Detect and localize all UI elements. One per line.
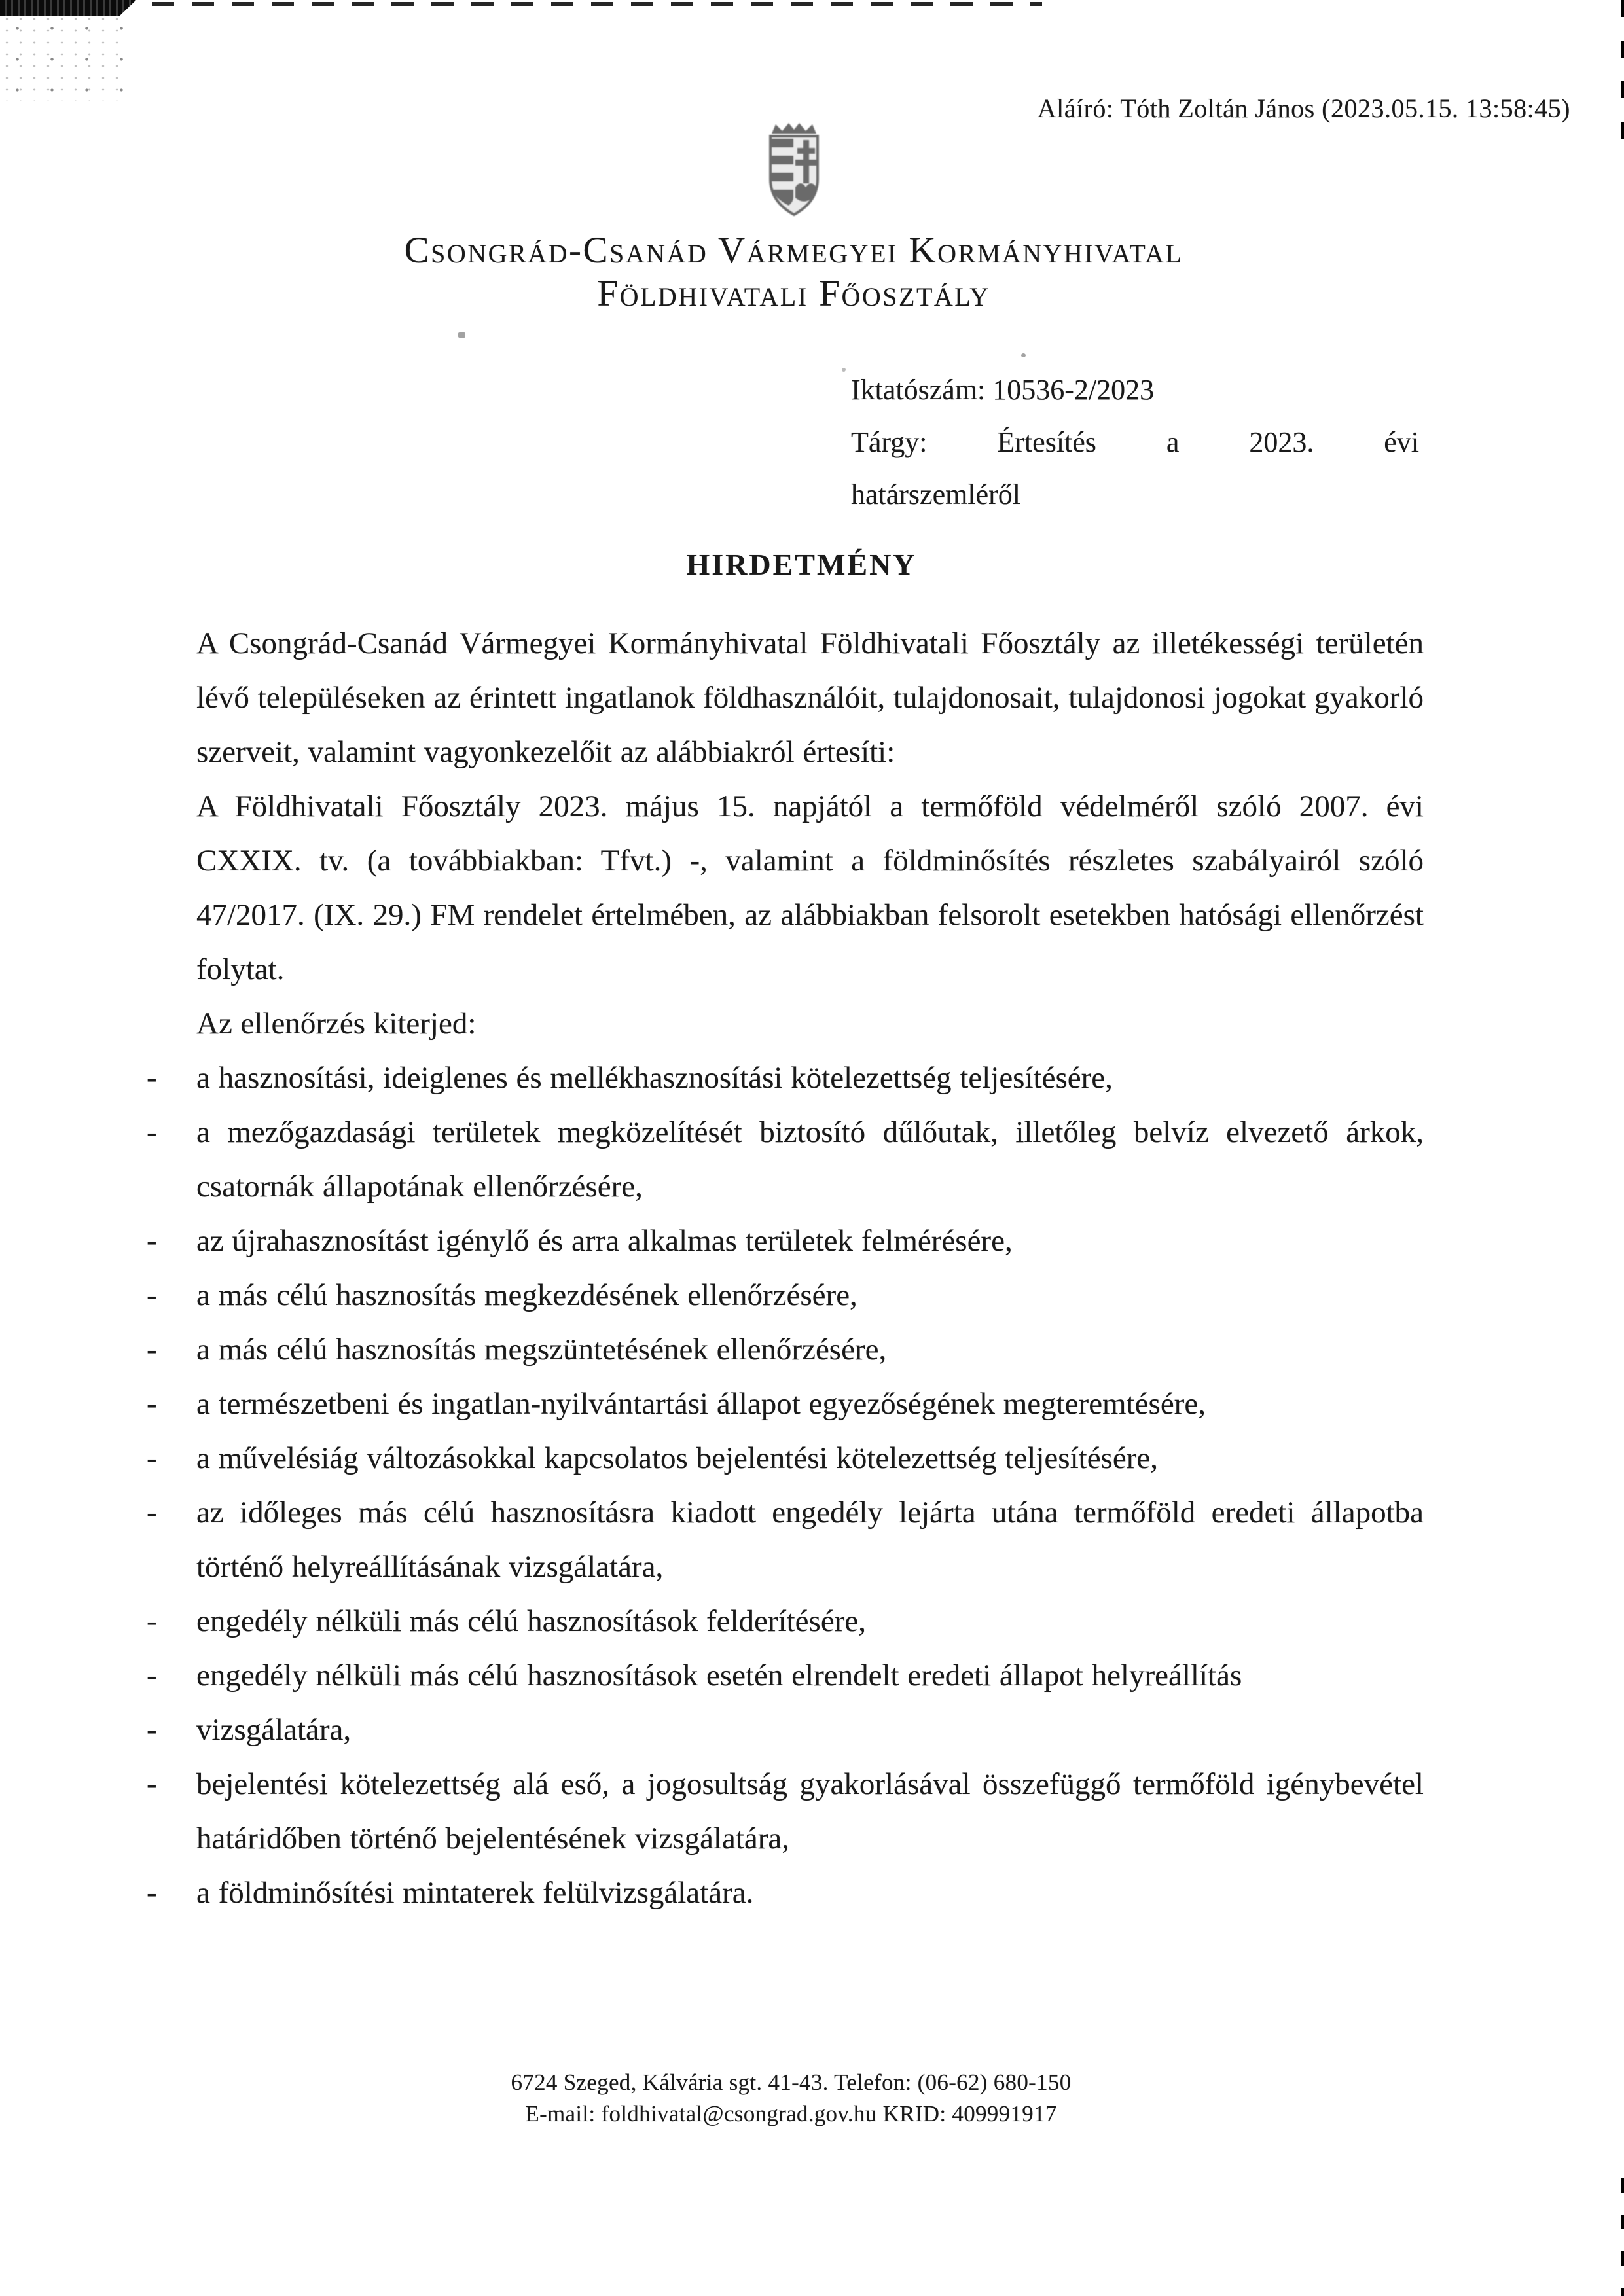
- list-item: [147, 1486, 1424, 1594]
- list-item: [147, 1268, 1424, 1323]
- org-name-line1: Csongrád-Csanád Vármegyei Kormányhivatal: [404, 230, 1183, 271]
- list-item-text: vizsgálatára,: [196, 1713, 352, 1747]
- subject-line: Tárgy: Értesítés a 2023. évi: [851, 426, 1419, 458]
- list-item-text: a más célú hasznosítás megkezdésének ellenőrzésére,: [196, 1278, 857, 1312]
- list-item: [147, 1105, 1424, 1214]
- list-item-text: engedély nélküli más célú hasznosítások esetén elrendelt eredeti állapot helyreállítás: [196, 1659, 1242, 1693]
- list-item: [147, 1431, 1424, 1486]
- list-item-text: engedély nélküli más célú hasznosítások felderítésére,: [196, 1604, 866, 1638]
- bullet-dash: -: [147, 1333, 157, 1367]
- signature-stamp-line: Aláíró: Tóth Zoltán János (2023.05.15. 13:58:45): [1037, 94, 1570, 123]
- list-item-text: az időleges más célú hasznosításra kiadott engedély lejárta utána termőföld eredeti állapotba történő helyreállításának vizsgálatára,: [196, 1496, 1424, 1584]
- bullet-dash: -: [147, 1278, 157, 1312]
- document-title: HIRDETMÉNY: [686, 548, 917, 581]
- list-item-text: a művelésiág változásokkal kapcsolatos bejelentési kötelezettség teljesítésére,: [196, 1441, 1158, 1475]
- org-name-line2: Földhivatali Főosztály: [597, 273, 990, 314]
- list-item-text: a földminősítési mintaterek felülvizsgálatára.: [196, 1876, 754, 1910]
- footer-address-line: 6724 Szeged, Kálvária sgt. 41-43. Telefon: (06-62) 680-150: [511, 2070, 1072, 2095]
- scan-speck: [842, 368, 846, 372]
- list-item-text: a mezőgazdasági területek megközelítését biztosító dűlőutak, illetőleg belvíz elvezető árkok, csatornák állapotának ellenőrzésére,: [196, 1115, 1424, 1204]
- bullet-dash: -: [147, 1604, 157, 1638]
- scan-artifact-top-edge-line: [152, 2, 1042, 6]
- bullet-dash: -: [147, 1387, 157, 1421]
- bullet-dash: -: [147, 1496, 157, 1530]
- case-number-line: Iktatószám: 10536-2/2023: [851, 374, 1155, 406]
- scan-artifact-right-edge-top: [1621, 0, 1624, 144]
- letterhead: [0, 119, 1606, 315]
- bullet-dash: -: [147, 1713, 157, 1747]
- list-item: [147, 1757, 1424, 1866]
- list-item: [147, 1703, 1424, 1757]
- scan-artifact-top-left-speckle: [0, 13, 128, 101]
- paragraph-2: A Földhivatali Főosztály 2023. május 15. napjától a termőföld védelméről szóló 2007. évi CXXIX. tv. (a továbbiakban: Tfvt.) -, valamint a földminősítés részletes szabályairól szóló 47/2017. (IX. 29.) FM rendelet értelmében, az alábbiakban felsorolt esetekben hatósági ellenőrzést folytat.: [196, 789, 1424, 986]
- scan-speck: [458, 332, 465, 338]
- bullet-dash: -: [147, 1115, 157, 1149]
- list-item: [147, 1594, 1424, 1649]
- scan-speck: [1021, 353, 1026, 357]
- scan-artifact-right-edge-bottom: [1621, 2178, 1624, 2296]
- list-item: [147, 1214, 1424, 1268]
- bullet-dash: -: [147, 1224, 157, 1258]
- list-item-text: a más célú hasznosítás megszüntetésének ellenőrzésére,: [196, 1333, 887, 1367]
- list-item: [147, 1866, 1424, 1920]
- bullet-dash: -: [147, 1061, 157, 1095]
- footer-email-line: E-mail: foldhivatal@csongrad.gov.hu KRID: 409991917: [525, 2101, 1057, 2126]
- bullet-dash: -: [147, 1441, 157, 1475]
- hungarian-coat-of-arms-logo: [763, 119, 825, 219]
- list-item: [147, 1649, 1424, 1703]
- list-item: [147, 1051, 1424, 1105]
- document-body: [147, 617, 1424, 1920]
- bullet-dash: -: [147, 1767, 157, 1801]
- list-item: [147, 1323, 1424, 1377]
- list-item-text: a hasznosítási, ideiglenes és mellékhasznosítási kötelezettség teljesítésére,: [196, 1061, 1113, 1095]
- bullet-dash: -: [147, 1659, 157, 1693]
- list-item: [147, 1377, 1424, 1431]
- case-meta-block: [851, 364, 1419, 521]
- list-item-text: az újrahasznosítást igénylő és arra alkalmas területek felmérésére,: [196, 1224, 1013, 1258]
- list-item-text: a természetbeni és ingatlan-nyilvántartási állapot egyezőségének megteremtésére,: [196, 1387, 1206, 1421]
- subject-continuation-line: határszemléről: [851, 478, 1020, 511]
- paragraph-1: A Csongrád-Csanád Vármegyei Kormányhivatal Földhivatali Főosztály az illetékességi területén lévő településeken az érintett ingatlanok földhasználóit, tulajdonosait, tulajdonosi jogokat gyakorló szerveit, valamint vagyonkezelőit az alábbiakról értesíti:: [196, 626, 1424, 769]
- bullet-dash: -: [147, 1876, 157, 1910]
- list-item-text: bejelentési kötelezettség alá eső, a jogosultság gyakorlásával összefüggő termőföld igénybevétel határidőben történő bejelentésének vizsgálatára,: [196, 1767, 1424, 1856]
- footer-contact-block: [0, 2067, 1603, 2130]
- list-intro: Az ellenőrzés kiterjed:: [196, 1007, 477, 1041]
